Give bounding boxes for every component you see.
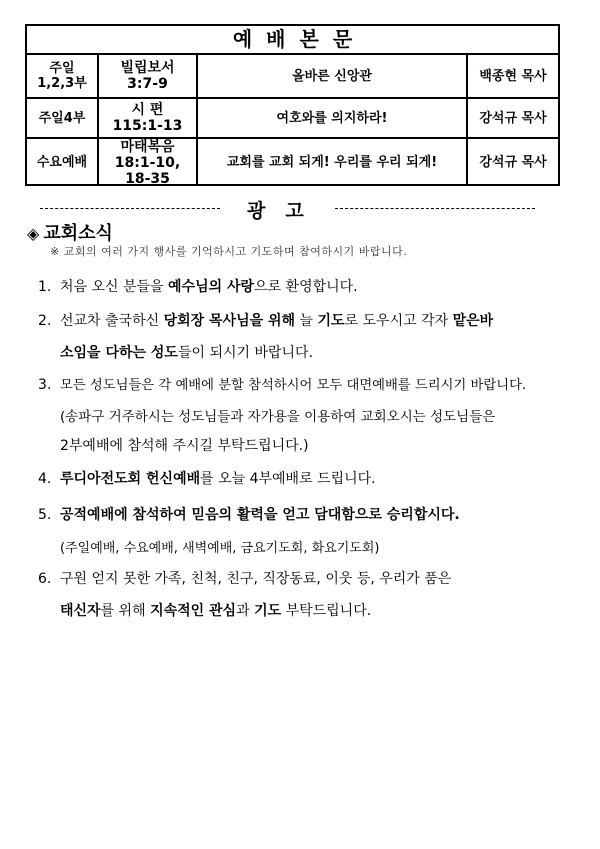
list-item: 3. 모든 성도님들은 각 예배에 분할 참석하시어 모두 대면예배를 드리시기 바랍니다.: [38, 377, 527, 393]
list-item-continuation: (주일예배, 수요예배, 새벽예배, 금요기도회, 화요기도회): [60, 541, 380, 556]
worship-row: [27, 99, 558, 139]
worship-table: [25, 24, 560, 186]
scripture: 시 편 115:1-13: [99, 99, 198, 137]
worship-table-title: 예배본문: [27, 26, 558, 55]
list-item: 2. 선교차 출국하신 당회장 목사님을 위해 늘 기도로 도우시고 각자 맡은바: [38, 313, 494, 329]
news-title-text: 교회소식: [43, 223, 113, 244]
preacher: 강석규 목사: [479, 110, 547, 126]
list-item-continuation: 2부예배에 참석해 주시길 부탁드립니다.): [60, 438, 309, 454]
sermon-title: 올바른 신앙관: [198, 55, 468, 97]
sermon-title: 여호와를 의지하라!: [198, 99, 468, 137]
list-item: 6. 구원 얻지 못한 가족, 친척, 친구, 직장동료, 이웃 등, 우리가 품은: [38, 571, 452, 587]
sermon-title: 교회를 교회 되게! 우리를 우리 되게!: [198, 139, 468, 186]
list-item: 1. 처음 오신 분들을 예수님의 사랑으로 환영합니다.: [38, 279, 358, 295]
list-item: 4. 루디아전도회 헌신예배를 오늘 4부예배로 드립니다.: [38, 471, 376, 487]
worship-row: [27, 139, 558, 186]
divider: [335, 208, 535, 209]
list-item: 5. 공적예배에 참석하여 믿음의 활력을 얻고 담대함으로 승리합시다.: [38, 507, 460, 523]
service-name: 주일4부: [27, 99, 99, 137]
service-name: 수요예배: [27, 139, 99, 186]
scripture: 마태복음 18:1-10, 18-35: [99, 139, 198, 186]
news-section-title: [27, 219, 113, 245]
announcements-header: [40, 196, 535, 222]
worship-row: [27, 55, 558, 99]
list-item-continuation: (송파구 거주하시는 성도님들과 자가용을 이용하여 교회오시는 성도님들은: [60, 409, 496, 425]
preacher: 백종현 목사: [479, 68, 547, 84]
service-name: 주일 1,2,3부: [27, 55, 99, 97]
list-item-continuation: 소임을 다하는 성도들이 되시기 바랍니다.: [60, 345, 314, 361]
announcements-title: 광고: [247, 200, 324, 222]
diamond-icon: ◈: [27, 224, 40, 243]
list-item-continuation: 태신자를 위해 지속적인 관심과 기도 부탁드립니다.: [60, 603, 372, 619]
scripture: 빌립보서 3:7-9: [99, 55, 198, 97]
preacher: 강석규 목사: [479, 155, 547, 170]
divider: [40, 208, 220, 209]
news-subtitle: ※ 교회의 여러 가지 행사를 기억하시고 기도하며 참여하시기 바랍니다.: [50, 245, 408, 258]
